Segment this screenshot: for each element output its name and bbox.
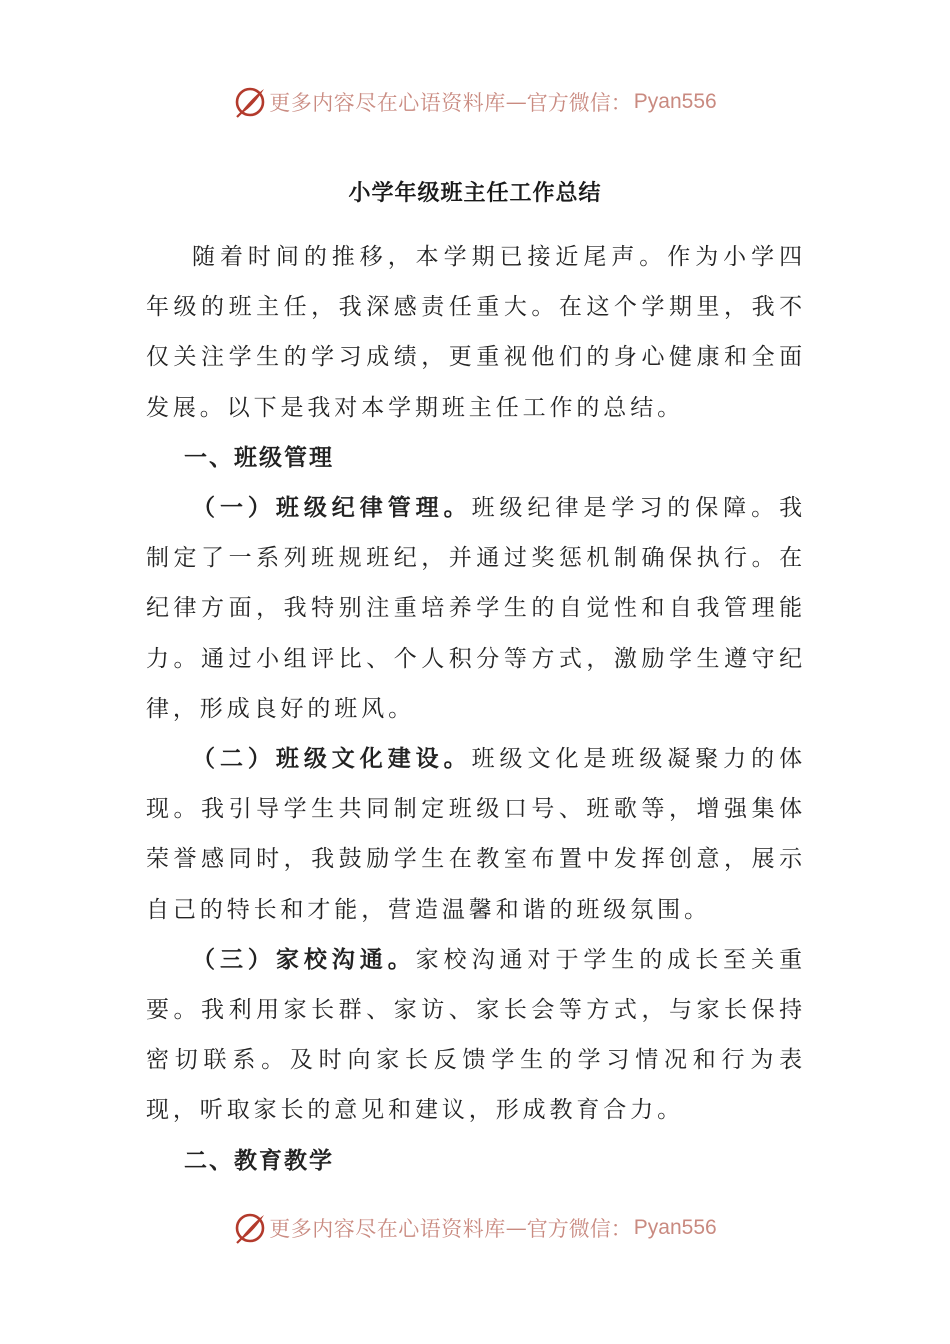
section-heading-teaching: 二、教育教学	[184, 1146, 334, 1174]
document-body	[146, 232, 806, 1186]
item-paragraph	[146, 483, 806, 734]
item-paragraph	[146, 935, 806, 1136]
section-heading-class-management: 一、班级管理	[184, 443, 334, 471]
item-lead: （一）班级纪律管理。	[192, 494, 472, 522]
banner-wechat-id: Pyan556	[633, 90, 717, 113]
item-body: 家校沟通对于学生的成长至关重要。我利用家长群、家访、家长会等方式，与家长保持密切联系。及时向家长反馈学生的学习情况和行为表现，听取家长的意见和建议，形成教育合力。	[146, 946, 806, 1124]
quill-pen-logo-icon	[233, 1211, 267, 1245]
item-body: 班级文化是班级凝聚力的体现。我引导学生共同制定班级口号、班歌等，增强集体荣誉感同时，我鼓励学生在教室布置中发挥创意，展示自己的特长和才能，营造温馨和谐的班级氛围。	[146, 746, 807, 923]
item-body: 班级纪律是学习的保障。我制定了一系列班规班纪，并通过奖惩机制确保执行。在纪律方面，我特别注重培养学生的自觉性和自我管理能力。通过小组评比、个人积分等方式，激励学生遵守纪律，形成良好的班风。	[146, 495, 807, 722]
item-lead: （二）班级文化建设。	[192, 745, 472, 773]
intro-paragraph: 随着时间的推移，本学期已接近尾声。作为小学四年级的班主任，我深感责任重大。在这个学期里，我不仅关注学生的学习成绩，更重视他们的身心健康和全面发展。以下是我对本学期班主任工作的总结。	[146, 244, 806, 421]
banner-text: 更多内容尽在心语资料库	[269, 1217, 506, 1241]
banner-wechat-label: 官方微信：	[526, 91, 632, 115]
banner-text: 更多内容尽在心语资料库	[269, 91, 506, 115]
item-paragraph	[146, 734, 806, 935]
item-lead: （三）家校沟通。	[192, 945, 416, 973]
banner-dash: —	[505, 1216, 527, 1240]
quill-pen-logo-icon	[233, 85, 267, 119]
banner-dash: —	[505, 90, 527, 114]
header-banner	[0, 82, 950, 122]
document-title: 小学年级班主任工作总结	[348, 180, 602, 206]
footer-banner	[0, 1208, 950, 1248]
banner-wechat-label: 官方微信：	[526, 1217, 632, 1241]
banner-wechat-id: Pyan556	[633, 1216, 717, 1239]
